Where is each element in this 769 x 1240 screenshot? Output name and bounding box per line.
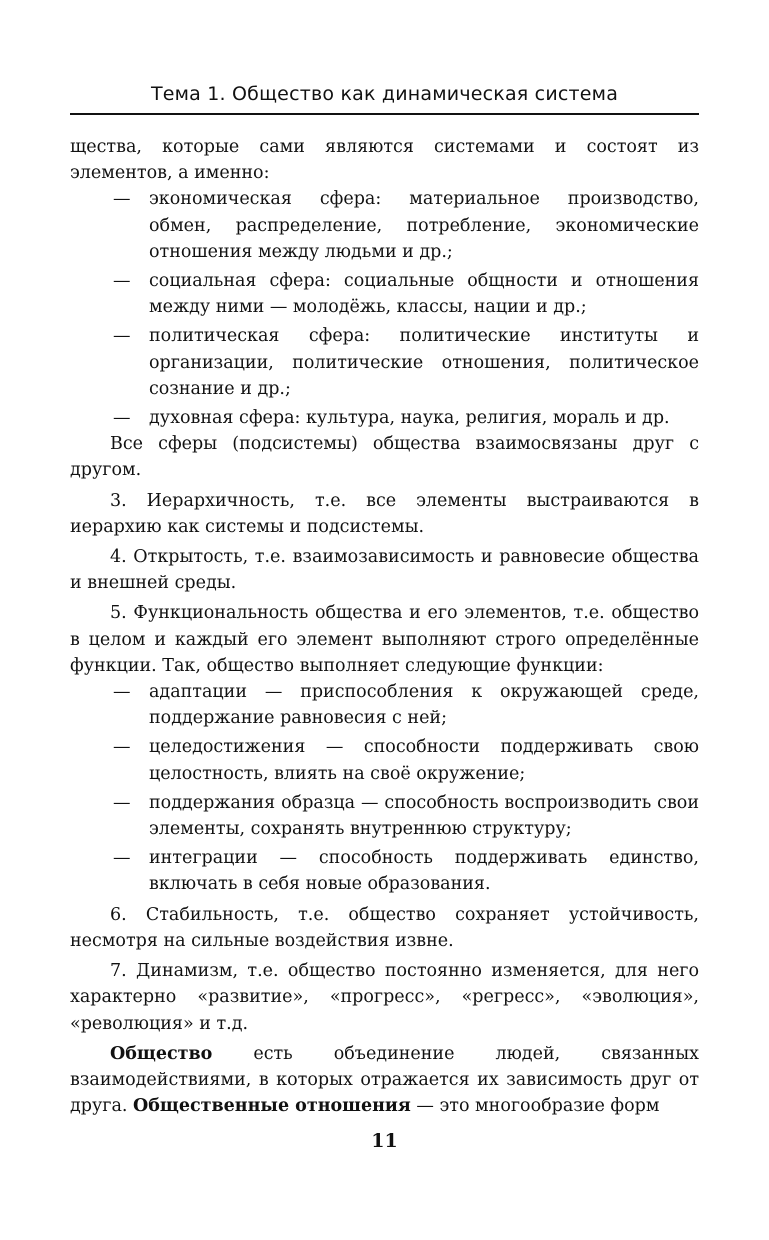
list-item bbox=[70, 323, 699, 402]
list-item-text: адаптации — приспособления к окружающей среде, поддержание равновесия с ней; bbox=[149, 682, 699, 729]
list-dash: — bbox=[113, 271, 131, 292]
list-item bbox=[70, 845, 699, 897]
term-social-relations: Общественные отношения bbox=[133, 1096, 411, 1117]
paragraph-stability: 6. Стабильность, т.е. общество сохраняет устойчивость, несмотря на сильные воздействия извне. bbox=[70, 904, 699, 951]
list-dash: — bbox=[113, 408, 131, 429]
list-item bbox=[70, 790, 699, 842]
spheres-list bbox=[70, 186, 699, 431]
list-dash: — bbox=[113, 326, 131, 347]
list-item-text: экономическая сфера: материальное производство, обмен, распределение, потребление, экономические отношения между людьми и др.; bbox=[149, 189, 699, 262]
list-dash: — bbox=[113, 737, 131, 758]
paragraph-continuation: щества, которые сами являются системами и состоят из элементов, а именно: bbox=[70, 137, 699, 184]
page-number: 11 bbox=[371, 1130, 398, 1152]
functions-list bbox=[70, 679, 699, 898]
definition-text-continued: — это многообразие форм bbox=[410, 1096, 660, 1117]
paragraph-hierarchy: 3. Иерархичность, т.е. все элементы выстраиваются в иерархию как системы и подсистемы. bbox=[70, 490, 699, 537]
page-body bbox=[70, 134, 699, 1119]
term-society: Общество bbox=[110, 1043, 213, 1064]
list-item bbox=[70, 268, 699, 320]
list-item bbox=[70, 186, 699, 265]
list-dash: — bbox=[113, 792, 131, 813]
paragraph-definition bbox=[70, 1041, 699, 1120]
running-header: Тема 1. Общество как динамическая система bbox=[150, 83, 619, 105]
list-dash: — bbox=[113, 189, 131, 210]
list-item bbox=[70, 405, 699, 431]
list-item-text: интеграции — способность поддерживать единство, включать в себя новые образования. bbox=[149, 848, 699, 895]
paragraph-functionality: 5. Функциональность общества и его элементов, т.е. общество в целом и каждый его элемент выполняют строго определённые функции. Так, общество выполняет следующие функции: bbox=[70, 603, 699, 676]
list-item bbox=[70, 734, 699, 786]
paragraph-openness: 4. Открытость, т.е. взаимозависимость и равновесие общества и внешней среды. bbox=[70, 547, 699, 594]
definition-text: есть объединение людей, связанных взаимодействиями, в которых отражается их зависимость друг от друга. bbox=[70, 1043, 699, 1117]
list-dash: — bbox=[113, 682, 131, 703]
list-item-text: политическая сфера: политические институты и организации, политические отношения, политическое сознание и др.; bbox=[149, 326, 699, 399]
list-dash: — bbox=[113, 848, 131, 869]
paragraph-dynamism: 7. Динамизм, т.е. общество постоянно изменяется, для него характерно «развитие», «прогресс», «регресс», «эволюция», «революция» и т.д. bbox=[70, 961, 699, 1034]
list-item bbox=[70, 679, 699, 731]
list-item-text: целедостижения — способности поддерживать свою целостность, влиять на своё окружение; bbox=[149, 737, 699, 784]
list-item-text: поддержания образца — способность воспроизводить свои элементы, сохранять внутреннюю структуру; bbox=[149, 792, 699, 840]
list-item-text: социальная сфера: социальные общности и отношения между ними — молодёжь, классы, нации и др.; bbox=[149, 271, 699, 318]
list-item-text: духовная сфера: культура, наука, религия, мораль и др. bbox=[149, 408, 670, 429]
paragraph: Все сферы (подсистемы) общества взаимосвязаны друг с другом. bbox=[70, 434, 699, 481]
header-rule bbox=[70, 113, 699, 115]
